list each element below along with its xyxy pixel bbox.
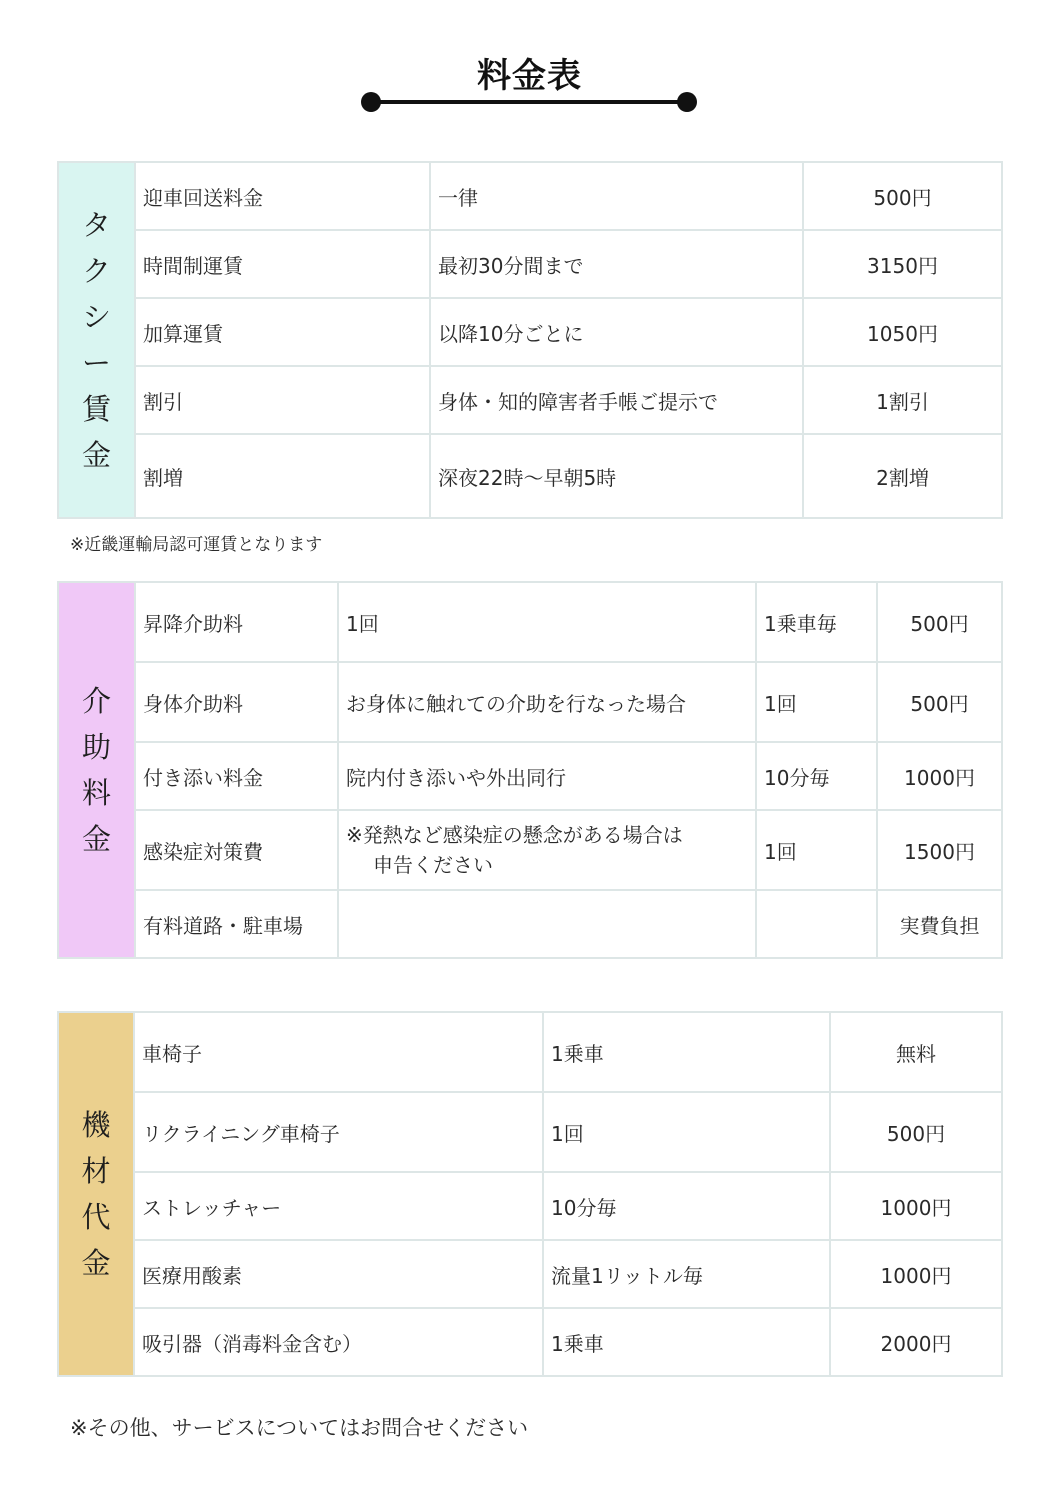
table-row xyxy=(58,890,1002,958)
item-price: 3150円 xyxy=(803,230,1002,298)
item-name: 昇降介助料 xyxy=(135,582,338,662)
item-desc: 1回 xyxy=(338,582,756,662)
item-unit: 10分毎 xyxy=(543,1172,830,1240)
item-price: 500円 xyxy=(877,582,1002,662)
item-price: 2000円 xyxy=(830,1308,1002,1376)
table-row xyxy=(58,662,1002,742)
underline-dot-right xyxy=(677,92,697,112)
taxi-fare-label: タクシー賃金 xyxy=(58,162,135,518)
table-row xyxy=(58,810,1002,890)
equipment-fee-label: 機材代金 xyxy=(58,1012,134,1376)
item-desc xyxy=(338,890,756,958)
item-name: 感染症対策費 xyxy=(135,810,338,890)
page-title: 料金表 xyxy=(477,56,582,96)
item-price: 500円 xyxy=(830,1092,1002,1172)
item-price: 2割増 xyxy=(803,434,1002,518)
assist-fee-table xyxy=(57,581,1003,959)
item-unit: 流量1リットル毎 xyxy=(543,1240,830,1308)
item-name: 割増 xyxy=(135,434,430,518)
item-desc: 身体・知的障害者手帳ご提示で xyxy=(430,366,803,434)
item-name: 医療用酸素 xyxy=(134,1240,543,1308)
item-name: 時間制運賃 xyxy=(135,230,430,298)
item-name: 吸引器（消毒料金含む） xyxy=(134,1308,543,1376)
item-desc: 最初30分間まで xyxy=(430,230,803,298)
table-row xyxy=(58,742,1002,810)
item-name: 車椅子 xyxy=(134,1012,543,1092)
title-underline xyxy=(371,92,687,112)
item-desc: お身体に触れての介助を行なった場合 xyxy=(338,662,756,742)
item-desc: 一律 xyxy=(430,162,803,230)
table-row xyxy=(58,434,1002,518)
item-unit: 1乗車 xyxy=(543,1012,830,1092)
table-row xyxy=(58,366,1002,434)
item-name: 有料道路・駐車場 xyxy=(135,890,338,958)
table-row xyxy=(58,230,1002,298)
item-unit: 1回 xyxy=(756,662,877,742)
table-row xyxy=(58,1308,1002,1376)
item-unit: 1乗車毎 xyxy=(756,582,877,662)
item-unit: 1回 xyxy=(756,810,877,890)
item-price: 1000円 xyxy=(830,1240,1002,1308)
item-unit: 10分毎 xyxy=(756,742,877,810)
table-row xyxy=(58,1240,1002,1308)
table-row xyxy=(58,298,1002,366)
item-name: リクライニング車椅子 xyxy=(134,1092,543,1172)
taxi-fare-note: ※近畿運輸局認可運賃となります xyxy=(70,535,323,555)
item-price: 1050円 xyxy=(803,298,1002,366)
table-row xyxy=(58,582,1002,662)
item-price: 1割引 xyxy=(803,366,1002,434)
item-price: 無料 xyxy=(830,1012,1002,1092)
item-unit: 1乗車 xyxy=(543,1308,830,1376)
table-row xyxy=(58,1172,1002,1240)
item-desc-line2: 申告ください xyxy=(373,853,493,877)
item-price: 1000円 xyxy=(830,1172,1002,1240)
item-desc: 深夜22時～早朝5時 xyxy=(430,434,803,518)
item-price: 1000円 xyxy=(877,742,1002,810)
item-unit: 1回 xyxy=(543,1092,830,1172)
item-price: 実費負担 xyxy=(877,890,1002,958)
equipment-fee-table xyxy=(57,1011,1003,1377)
item-desc: 院内付き添いや外出同行 xyxy=(338,742,756,810)
taxi-fare-table xyxy=(57,161,1003,519)
item-price: 500円 xyxy=(877,662,1002,742)
item-desc: 以降10分ごとに xyxy=(430,298,803,366)
table-row xyxy=(58,1092,1002,1172)
table-row xyxy=(58,162,1002,230)
item-price: 500円 xyxy=(803,162,1002,230)
item-price: 1500円 xyxy=(877,810,1002,890)
assist-fee-label: 介助料金 xyxy=(58,582,135,958)
item-name: 付き添い料金 xyxy=(135,742,338,810)
item-unit xyxy=(756,890,877,958)
table-row xyxy=(58,1012,1002,1092)
item-name: 加算運賃 xyxy=(135,298,430,366)
item-name: 身体介助料 xyxy=(135,662,338,742)
item-desc xyxy=(338,810,756,890)
item-desc-line1: ※発熱など感染症の懸念がある場合は xyxy=(346,823,683,847)
footer-note: ※その他、サービスについてはお問合せください xyxy=(70,1416,529,1440)
underline-dot-left xyxy=(361,92,381,112)
item-name: 割引 xyxy=(135,366,430,434)
item-name: 迎車回送料金 xyxy=(135,162,430,230)
item-name: ストレッチャー xyxy=(134,1172,543,1240)
